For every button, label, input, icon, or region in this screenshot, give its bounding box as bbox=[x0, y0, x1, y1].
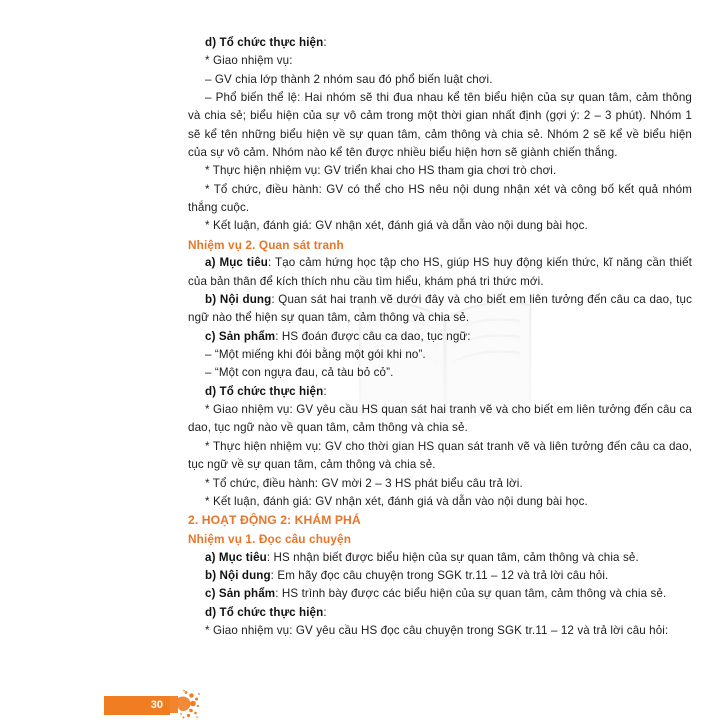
body-paragraph: – “Một con ngựa đau, cả tàu bỏ cỏ”. bbox=[205, 366, 394, 380]
body-paragraph: * Giao nhiệm vụ: bbox=[205, 54, 293, 68]
section-heading: 2. HOẠT ĐỘNG 2: KHÁM PHÁ bbox=[188, 513, 361, 528]
body-paragraph: d) Tổ chức thực hiện: bbox=[205, 605, 327, 619]
body-paragraph: d) Tổ chức thực hiện: bbox=[205, 384, 327, 398]
body-paragraph: – “Một miếng khi đói bằng một gói khi no”. bbox=[205, 348, 426, 362]
page-content bbox=[188, 34, 692, 641]
task-heading: Nhiệm vụ 1. Đọc câu chuyện bbox=[188, 532, 352, 547]
body-paragraph: * Kết luận, đánh giá: GV nhận xét, đánh giá và dẫn vào nội dung bài học. bbox=[205, 494, 588, 508]
paragraph-lead-label: c) Sản phẩm bbox=[205, 329, 276, 343]
paragraph-lead-label: a) Mục tiêu bbox=[205, 256, 268, 270]
body-paragraph: * Kết luận, đánh giá: GV nhận xét, đánh giá và dẫn vào nội dung bài học. bbox=[205, 219, 588, 233]
paragraph-lead-label: c) Sản phẩm bbox=[205, 587, 276, 601]
paragraph-lead-label: a) Mục tiêu bbox=[205, 550, 267, 564]
body-paragraph: * Tổ chức, điều hành: GV có thể cho HS nêu nội dung nhận xét và công bố kết quả nhóm thắng cuộc. bbox=[188, 182, 692, 215]
body-paragraph: b) Nội dung: Quan sát hai tranh vẽ dưới đây và cho biết em liên tưởng đến câu ca dao, tục ngữ nào thể hiện sự quan tâm, cảm thông và chia sẻ. bbox=[188, 293, 692, 325]
body-paragraph: a) Mục tiêu: Tạo cảm hứng học tập cho HS, giúp HS huy động kiến thức, kĩ năng cần thiết của bản thân để kích thích nhu cầu tìm hiểu, khám phá tri thức mới. bbox=[188, 256, 692, 288]
body-paragraph: * Giao nhiệm vụ: GV yêu cầu HS đọc câu chuyện trong SGK tr.11 – 12 và trả lời câu hỏi: bbox=[205, 624, 669, 638]
body-paragraph: * Tổ chức, điều hành: GV mời 2 – 3 HS phát biểu câu trả lời. bbox=[205, 476, 523, 490]
body-paragraph: c) Sản phẩm: HS trình bày được các biểu hiện của sự quan tâm, cảm thông và chia sẻ. bbox=[205, 587, 667, 601]
paragraph-lead-label: b) Nội dung bbox=[205, 293, 272, 307]
task-heading: Nhiệm vụ 2. Quan sát tranh bbox=[188, 237, 344, 252]
page-number: 30 bbox=[150, 699, 163, 711]
body-paragraph: * Giao nhiệm vụ: GV yêu cầu HS quan sát hai tranh vẽ và cho biết em liên tưởng đến câu ca dao, tục ngữ nào về quan tâm, cảm thông và chia sẻ. bbox=[188, 403, 692, 435]
body-paragraph: a) Mục tiêu: HS nhận biết được biểu hiện của sự quan tâm, cảm thông và chia sẻ. bbox=[205, 550, 639, 564]
body-paragraph: – Phổ biến thể lệ: Hai nhóm sẽ thi đua nhau kể tên biểu hiện của sự quan tâm, cảm thông và chia sẻ; biểu hiện của sự vô cảm trong một thời gian nhất định (gợi ý: 2 – 3 phút). Nhóm 1 sẽ kể tên những biểu hiện về sự quan tâm, cảm thông và chia sẻ. Nhóm 2 sẽ kể về biểu hiện của sự vô cảm. Nhóm nào kể tên được nhiều biểu hiện hơn sẽ giành chiến thắng. bbox=[188, 91, 692, 160]
paragraph-lead-label: b) Nội dung bbox=[205, 569, 271, 583]
body-paragraph: * Thực hiện nhiệm vụ: GV cho thời gian HS quan sát tranh vẽ và liên tưởng đến câu ca dao, tục ngữ về sự quan tâm, cảm thông và chia sẻ. bbox=[188, 439, 692, 472]
body-paragraph: c) Sản phẩm: HS đoán được câu ca dao, tục ngữ: bbox=[205, 329, 471, 343]
paragraph-lead-label: d) Tổ chức thực hiện bbox=[205, 36, 324, 49]
body-paragraph: d) Tổ chức thực hiện: bbox=[205, 36, 327, 49]
body-paragraph: * Thực hiện nhiệm vụ: GV triển khai cho HS tham gia chơi trò chơi. bbox=[205, 164, 557, 178]
body-paragraph: b) Nội dung: Em hãy đọc câu chuyện trong SGK tr.11 – 12 và trả lời câu hỏi. bbox=[205, 569, 609, 583]
paragraph-lead-label: d) Tổ chức thực hiện bbox=[205, 605, 324, 619]
body-paragraph: – GV chia lớp thành 2 nhóm sau đó phổ biến luật chơi. bbox=[205, 72, 493, 86]
paragraph-lead-label: d) Tổ chức thực hiện bbox=[205, 384, 324, 398]
